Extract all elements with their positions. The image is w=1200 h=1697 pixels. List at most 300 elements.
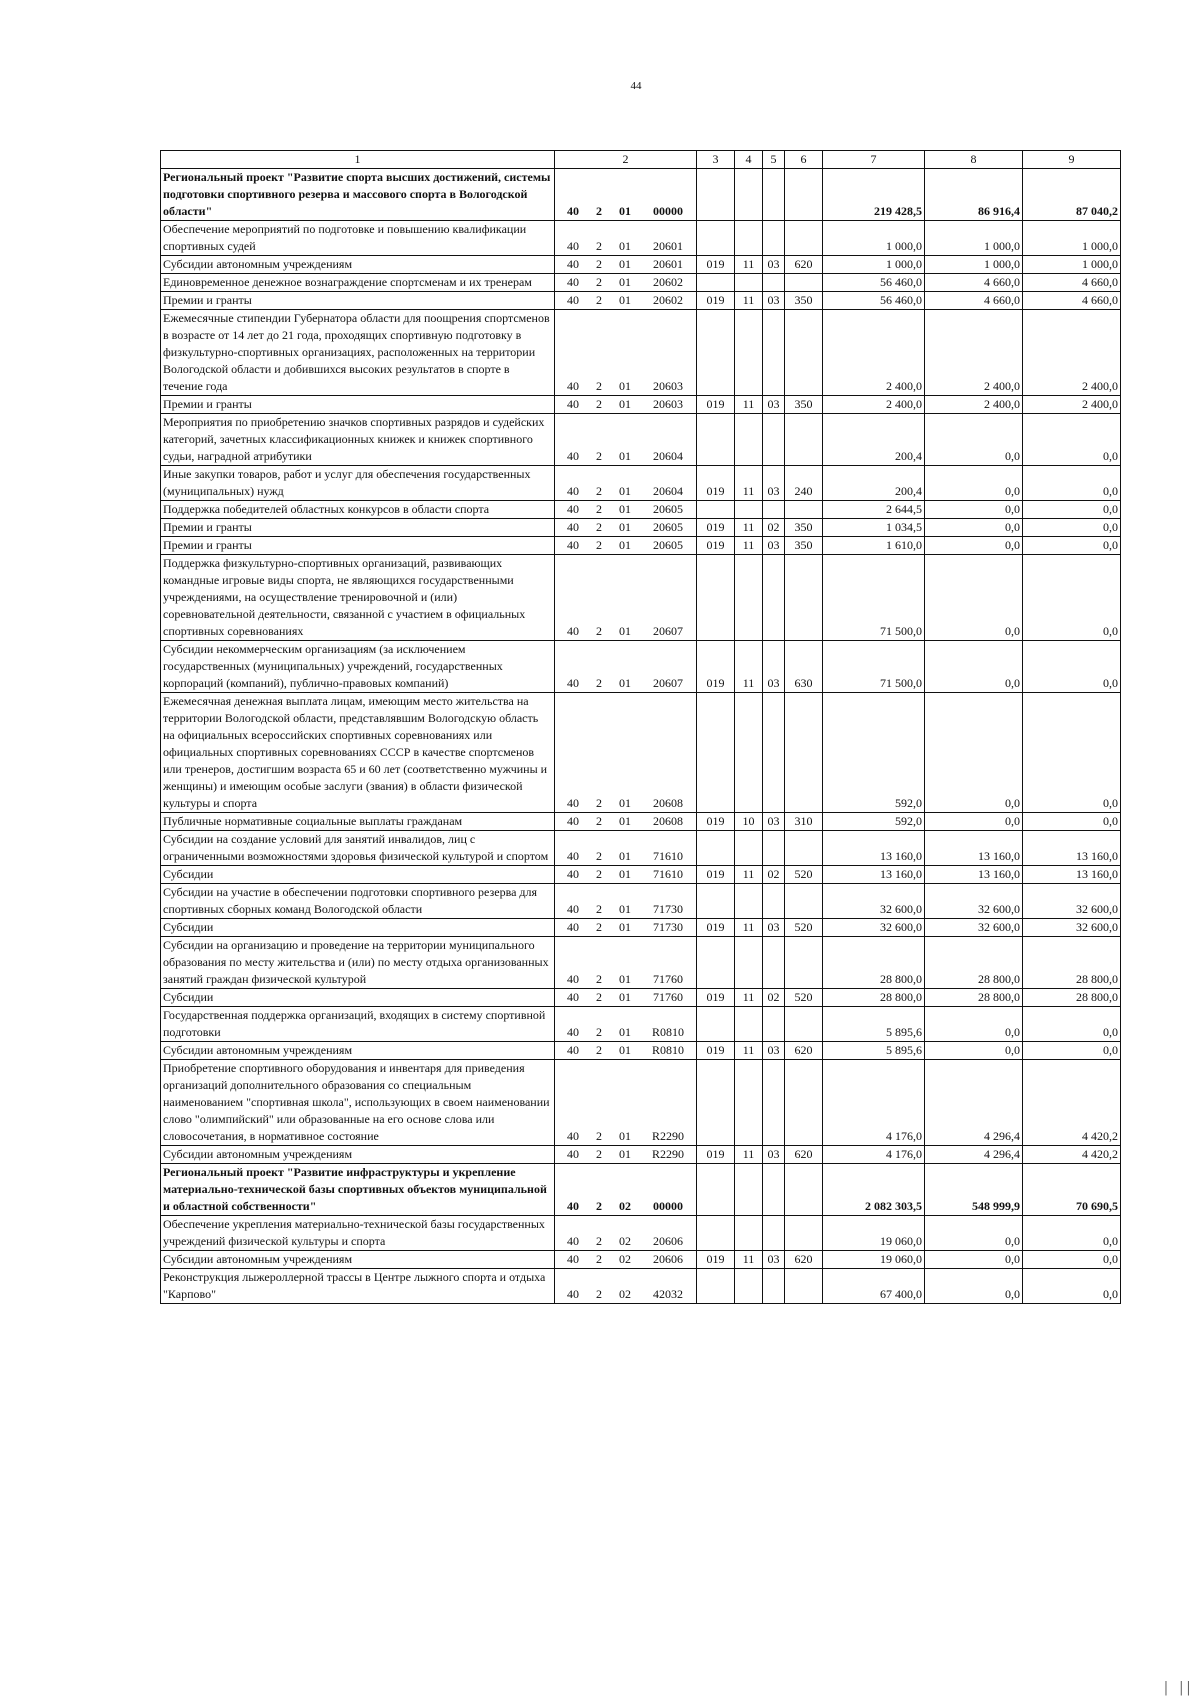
ministry-code-cell <box>697 501 735 519</box>
ministry-code-cell: 019 <box>697 519 735 537</box>
ministry-code-cell <box>697 1060 735 1146</box>
ministry-code-cell <box>697 274 735 292</box>
section-code-cell: 11 <box>735 1251 763 1269</box>
code-part: 40 <box>567 484 579 498</box>
target-article-code <box>557 848 694 865</box>
code-part: 01 <box>619 920 631 934</box>
expense-type-code-cell <box>785 884 823 919</box>
code-part: 40 <box>567 538 579 552</box>
subsection-code-cell <box>763 501 785 519</box>
target-article-code-cell <box>555 292 697 310</box>
row-name-cell: Премии и гранты <box>161 292 555 310</box>
amount-cell: 71 500,0 <box>823 641 925 693</box>
ministry-code-cell <box>697 1007 735 1042</box>
section-code-cell: 11 <box>735 1042 763 1060</box>
amount-cell: 4 660,0 <box>1023 274 1121 292</box>
expense-type-code-cell <box>785 169 823 221</box>
ministry-code-cell: 019 <box>697 256 735 274</box>
target-article-code-cell <box>555 1251 697 1269</box>
code-part: 20603 <box>653 397 683 411</box>
code-part: 2 <box>596 1043 602 1057</box>
ministry-code-cell <box>697 1269 735 1304</box>
amount-cell: 13 160,0 <box>925 831 1023 866</box>
section-code-cell <box>735 414 763 466</box>
section-code-cell <box>735 1007 763 1042</box>
table-row <box>161 292 1121 310</box>
code-part: 2 <box>596 867 602 881</box>
code-part: 20606 <box>653 1252 683 1266</box>
ministry-code-cell: 019 <box>697 641 735 693</box>
subsection-code-cell <box>763 310 785 396</box>
amount-cell: 2 082 303,5 <box>823 1164 925 1216</box>
row-name-cell: Обеспечение мероприятий по подготовке и повышению квалификации спортивных судей <box>161 221 555 256</box>
table-row <box>161 169 1121 221</box>
ministry-code-cell <box>697 937 735 989</box>
code-part: 2 <box>596 972 602 986</box>
row-name-cell: Субсидии <box>161 919 555 937</box>
section-code-cell: 11 <box>735 396 763 414</box>
target-article-code-cell <box>555 256 697 274</box>
code-part: 40 <box>567 624 579 638</box>
table-row <box>161 919 1121 937</box>
subsection-code-cell: 03 <box>763 256 785 274</box>
code-part: 40 <box>567 1234 579 1248</box>
expense-type-code-cell: 620 <box>785 1251 823 1269</box>
row-name-cell: Премии и гранты <box>161 537 555 555</box>
subsection-code-cell: 03 <box>763 641 785 693</box>
code-part: 40 <box>567 275 579 289</box>
target-article-code-cell <box>555 396 697 414</box>
subsection-code-cell: 02 <box>763 519 785 537</box>
code-part: 20608 <box>653 814 683 828</box>
table-row <box>161 1251 1121 1269</box>
target-article-code-cell <box>555 1216 697 1251</box>
target-article-code <box>557 537 694 554</box>
code-part: 2 <box>596 796 602 810</box>
row-name-cell: Реконструкция лыжероллерной трассы в Центре лыжного спорта и отдыха "Карпово" <box>161 1269 555 1304</box>
ministry-code-cell: 019 <box>697 1251 735 1269</box>
section-code-cell <box>735 693 763 813</box>
subsection-code-cell <box>763 169 785 221</box>
code-part: 40 <box>567 972 579 986</box>
section-code-cell <box>735 884 763 919</box>
amount-cell: 0,0 <box>1023 1042 1121 1060</box>
target-article-code <box>557 813 694 830</box>
row-name-cell: Приобретение спортивного оборудования и инвентаря для приведения организаций дополнительного образования со специальным наименованием "спортивная школа", использующих в своем наименовании слово "олимпийский" или образованные на его основе слова или словосочетания, в нормативное состояние <box>161 1060 555 1146</box>
code-part: 2 <box>596 520 602 534</box>
target-article-code <box>557 1128 694 1145</box>
subsection-code-cell: 03 <box>763 1146 785 1164</box>
section-code-cell <box>735 555 763 641</box>
code-part: 71730 <box>653 902 683 916</box>
subsection-code-cell <box>763 1269 785 1304</box>
expense-type-code-cell <box>785 1216 823 1251</box>
code-part: 71760 <box>653 972 683 986</box>
table-row <box>161 221 1121 256</box>
code-part: 2 <box>596 449 602 463</box>
ministry-code-cell <box>697 1216 735 1251</box>
code-part: 40 <box>567 1129 579 1143</box>
code-part: 40 <box>567 257 579 271</box>
amount-cell: 13 160,0 <box>1023 831 1121 866</box>
code-part: 01 <box>619 624 631 638</box>
code-part: 2 <box>596 1287 602 1301</box>
subsection-code-cell <box>763 274 785 292</box>
row-name-cell: Субсидии автономным учреждениям <box>161 1251 555 1269</box>
table-row <box>161 1042 1121 1060</box>
target-article-code-cell <box>555 537 697 555</box>
row-name-cell: Иные закупки товаров, работ и услуг для обеспечения государственных (муниципальных) нужд <box>161 466 555 501</box>
expense-type-code-cell <box>785 1164 823 1216</box>
amount-cell: 70 690,5 <box>1023 1164 1121 1216</box>
ministry-code-cell: 019 <box>697 292 735 310</box>
section-code-cell: 11 <box>735 519 763 537</box>
code-part: 2 <box>596 484 602 498</box>
amount-cell: 2 400,0 <box>925 396 1023 414</box>
amount-cell: 0,0 <box>925 813 1023 831</box>
row-name-cell: Единовременное денежное вознаграждение спортсменам и их тренерам <box>161 274 555 292</box>
code-part: 40 <box>567 397 579 411</box>
column-header: 2 <box>555 151 697 169</box>
amount-cell: 4 176,0 <box>823 1146 925 1164</box>
subsection-code-cell <box>763 831 785 866</box>
code-part: 20605 <box>653 502 683 516</box>
amount-cell: 0,0 <box>925 1269 1023 1304</box>
subsection-code-cell <box>763 221 785 256</box>
amount-cell: 0,0 <box>1023 1216 1121 1251</box>
amount-cell: 5 895,6 <box>823 1007 925 1042</box>
code-part: 2 <box>596 1129 602 1143</box>
code-part: 40 <box>567 920 579 934</box>
amount-cell: 219 428,5 <box>823 169 925 221</box>
amount-cell: 2 400,0 <box>823 396 925 414</box>
code-part: 20607 <box>653 624 683 638</box>
amount-cell: 87 040,2 <box>1023 169 1121 221</box>
code-part: 20605 <box>653 520 683 534</box>
target-article-code-cell <box>555 1164 697 1216</box>
amount-cell: 32 600,0 <box>823 919 925 937</box>
target-article-code <box>557 501 694 518</box>
table-row <box>161 466 1121 501</box>
code-part: 40 <box>567 796 579 810</box>
target-article-code <box>557 378 694 395</box>
amount-cell: 28 800,0 <box>1023 989 1121 1007</box>
row-name-cell: Ежемесячная денежная выплата лицам, имеющим место жительства на территории Вологодской области, представлявшим Вологодскую область на официальных всероссийских спортивных соревнованиях или официальных спортивных соревнованиях СССР в качестве спортсменов или тренеров, достигшим возраста 65 и 60 лет (соответственно мужчины и женщины) и имеющим особые заслуги (звания) в области физической культуры и спорта <box>161 693 555 813</box>
subsection-code-cell: 03 <box>763 537 785 555</box>
code-part: 2 <box>596 257 602 271</box>
table-row <box>161 1269 1121 1304</box>
code-part: 2 <box>596 397 602 411</box>
row-name-cell: Субсидии <box>161 989 555 1007</box>
code-part: 40 <box>567 1025 579 1039</box>
code-part: 20602 <box>653 293 683 307</box>
amount-cell: 0,0 <box>925 1007 1023 1042</box>
target-article-code <box>557 519 694 536</box>
expense-type-code-cell: 620 <box>785 1042 823 1060</box>
target-article-code <box>557 483 694 500</box>
amount-cell: 2 400,0 <box>1023 310 1121 396</box>
section-code-cell <box>735 221 763 256</box>
row-name-cell: Субсидии на организацию и проведение на территории муниципального образования по месту жительства и (или) по месту отдыха организованных занятий граждан физической культурой <box>161 937 555 989</box>
code-part: R0810 <box>651 1025 684 1039</box>
amount-cell: 0,0 <box>1023 414 1121 466</box>
section-code-cell <box>735 1060 763 1146</box>
code-part: 42032 <box>653 1287 683 1301</box>
ministry-code-cell: 019 <box>697 989 735 1007</box>
table-row <box>161 555 1121 641</box>
row-name-cell: Государственная поддержка организаций, входящих в систему спортивной подготовки <box>161 1007 555 1042</box>
code-part: 2 <box>596 204 602 218</box>
target-article-code <box>557 1146 694 1163</box>
target-article-code-cell <box>555 221 697 256</box>
code-part: 40 <box>567 1287 579 1301</box>
code-part: 01 <box>619 990 631 1004</box>
amount-cell: 2 644,5 <box>823 501 925 519</box>
amount-cell: 28 800,0 <box>823 989 925 1007</box>
code-part: 02 <box>619 1287 631 1301</box>
expense-type-code-cell: 350 <box>785 537 823 555</box>
target-article-code <box>557 292 694 309</box>
ministry-code-cell: 019 <box>697 466 735 501</box>
target-article-code <box>557 919 694 936</box>
section-code-cell: 11 <box>735 1146 763 1164</box>
code-part: 20605 <box>653 538 683 552</box>
section-code-cell: 11 <box>735 256 763 274</box>
target-article-code <box>557 795 694 812</box>
code-part: 01 <box>619 275 631 289</box>
table-row <box>161 1060 1121 1146</box>
code-part: 71610 <box>653 867 683 881</box>
section-code-cell: 11 <box>735 466 763 501</box>
amount-cell: 1 000,0 <box>1023 256 1121 274</box>
row-name-cell: Поддержка физкультурно-спортивных организаций, развивающих командные игровые виды спорта, не являющихся государственными учреждениями, на осуществление тренировочной и (или) соревновательной деятельности, связанной с участием в официальных спортивных соревнованиях <box>161 555 555 641</box>
code-part: 01 <box>619 293 631 307</box>
section-code-cell <box>735 831 763 866</box>
target-article-code-cell <box>555 693 697 813</box>
target-article-code-cell <box>555 866 697 884</box>
section-code-cell <box>735 310 763 396</box>
code-part: 40 <box>567 502 579 516</box>
amount-cell: 0,0 <box>925 519 1023 537</box>
amount-cell: 13 160,0 <box>823 866 925 884</box>
expense-type-code-cell <box>785 221 823 256</box>
subsection-code-cell <box>763 1216 785 1251</box>
code-part: 2 <box>596 1147 602 1161</box>
target-article-code <box>557 675 694 692</box>
code-part: R2290 <box>651 1129 684 1143</box>
code-part: 40 <box>567 520 579 534</box>
amount-cell: 28 800,0 <box>823 937 925 989</box>
code-part: 01 <box>619 239 631 253</box>
column-header: 1 <box>161 151 555 169</box>
code-part: 2 <box>596 502 602 516</box>
amount-cell: 0,0 <box>1023 501 1121 519</box>
amount-cell: 0,0 <box>1023 466 1121 501</box>
code-part: 2 <box>596 239 602 253</box>
section-code-cell <box>735 937 763 989</box>
expense-type-code-cell: 630 <box>785 641 823 693</box>
table-row <box>161 274 1121 292</box>
target-article-code <box>557 971 694 988</box>
ministry-code-cell <box>697 831 735 866</box>
code-part: 01 <box>619 484 631 498</box>
table-row <box>161 989 1121 1007</box>
row-name-cell: Премии и гранты <box>161 396 555 414</box>
code-part: 00000 <box>653 204 683 218</box>
target-article-code-cell <box>555 1146 697 1164</box>
ministry-code-cell <box>697 884 735 919</box>
code-part: 2 <box>596 902 602 916</box>
table-row <box>161 641 1121 693</box>
subsection-code-cell <box>763 1164 785 1216</box>
code-part: 40 <box>567 239 579 253</box>
code-part: 2 <box>596 849 602 863</box>
subsection-code-cell <box>763 1060 785 1146</box>
amount-cell: 0,0 <box>925 641 1023 693</box>
expense-type-code-cell <box>785 414 823 466</box>
code-part: 20606 <box>653 1234 683 1248</box>
column-header: 4 <box>735 151 763 169</box>
row-name-cell: Региональный проект "Развитие спорта высших достижений, системы подготовки спортивного резерва и массового спорта в Вологодской области" <box>161 169 555 221</box>
amount-cell: 13 160,0 <box>1023 866 1121 884</box>
ministry-code-cell <box>697 310 735 396</box>
amount-cell: 0,0 <box>1023 537 1121 555</box>
code-part: 40 <box>567 1199 579 1213</box>
amount-cell: 200,4 <box>823 466 925 501</box>
table-row <box>161 519 1121 537</box>
code-part: 02 <box>619 1234 631 1248</box>
amount-cell: 0,0 <box>925 693 1023 813</box>
code-part: 40 <box>567 293 579 307</box>
amount-cell: 2 400,0 <box>1023 396 1121 414</box>
code-part: 01 <box>619 1025 631 1039</box>
subsection-code-cell <box>763 937 785 989</box>
row-name-cell: Обеспечение укрепления материально-технической базы государственных учреждений физической культуры и спорта <box>161 1216 555 1251</box>
code-part: 40 <box>567 1252 579 1266</box>
amount-cell: 32 600,0 <box>925 884 1023 919</box>
code-part: 2 <box>596 1025 602 1039</box>
table-row <box>161 813 1121 831</box>
code-part: 2 <box>596 1234 602 1248</box>
table-row <box>161 866 1121 884</box>
subsection-code-cell: 02 <box>763 866 785 884</box>
code-part: 20602 <box>653 275 683 289</box>
target-article-code <box>557 1042 694 1059</box>
ministry-code-cell: 019 <box>697 1146 735 1164</box>
target-article-code-cell <box>555 989 697 1007</box>
section-code-cell <box>735 169 763 221</box>
amount-cell: 86 916,4 <box>925 169 1023 221</box>
section-code-cell <box>735 1164 763 1216</box>
code-part: 40 <box>567 849 579 863</box>
column-header: 6 <box>785 151 823 169</box>
row-name-cell: Субсидии автономным учреждениям <box>161 1042 555 1060</box>
ministry-code-cell <box>697 414 735 466</box>
row-name-cell: Субсидии на создание условий для занятий инвалидов, лиц с ограниченными возможностями здоровья физической культурой и спортом <box>161 831 555 866</box>
table-row <box>161 937 1121 989</box>
target-article-code-cell <box>555 937 697 989</box>
code-part: 20607 <box>653 676 683 690</box>
row-name-cell: Субсидии <box>161 866 555 884</box>
section-code-cell: 11 <box>735 866 763 884</box>
code-part: 01 <box>619 1043 631 1057</box>
amount-cell: 592,0 <box>823 813 925 831</box>
amount-cell: 4 296,4 <box>925 1146 1023 1164</box>
subsection-code-cell <box>763 1007 785 1042</box>
budget-table <box>160 150 1121 1304</box>
code-part: 20604 <box>653 484 683 498</box>
code-part: 2 <box>596 814 602 828</box>
subsection-code-cell: 03 <box>763 813 785 831</box>
amount-cell: 32 600,0 <box>1023 884 1121 919</box>
code-part: 40 <box>567 1147 579 1161</box>
target-article-code-cell <box>555 641 697 693</box>
code-part: 00000 <box>653 1199 683 1213</box>
ministry-code-cell: 019 <box>697 1042 735 1060</box>
amount-cell: 4 176,0 <box>823 1060 925 1146</box>
target-article-code <box>557 1233 694 1250</box>
code-part: 40 <box>567 204 579 218</box>
target-article-code <box>557 866 694 883</box>
target-article-code-cell <box>555 1060 697 1146</box>
ministry-code-cell: 019 <box>697 866 735 884</box>
amount-cell: 0,0 <box>1023 519 1121 537</box>
section-code-cell: 11 <box>735 292 763 310</box>
column-header: 3 <box>697 151 735 169</box>
code-part: 2 <box>596 920 602 934</box>
expense-type-code-cell <box>785 1269 823 1304</box>
target-article-code-cell <box>555 466 697 501</box>
code-part: 40 <box>567 676 579 690</box>
expense-type-code-cell <box>785 310 823 396</box>
target-article-code-cell <box>555 414 697 466</box>
table-row <box>161 256 1121 274</box>
row-name-cell: Субсидии автономным учреждениям <box>161 256 555 274</box>
code-part: 2 <box>596 676 602 690</box>
code-part: 01 <box>619 520 631 534</box>
amount-cell: 0,0 <box>1023 641 1121 693</box>
subsection-code-cell: 03 <box>763 919 785 937</box>
amount-cell: 0,0 <box>1023 555 1121 641</box>
section-code-cell: 11 <box>735 641 763 693</box>
code-part: 01 <box>619 502 631 516</box>
code-part: R2290 <box>651 1147 684 1161</box>
amount-cell: 1 000,0 <box>925 256 1023 274</box>
subsection-code-cell <box>763 884 785 919</box>
amount-cell: 4 660,0 <box>1023 292 1121 310</box>
expense-type-code-cell <box>785 937 823 989</box>
amount-cell: 4 296,4 <box>925 1060 1023 1146</box>
table-row <box>161 414 1121 466</box>
row-name-cell: Поддержка победителей областных конкурсов в области спорта <box>161 501 555 519</box>
code-part: 40 <box>567 1043 579 1057</box>
amount-cell: 0,0 <box>1023 1251 1121 1269</box>
code-part: 01 <box>619 676 631 690</box>
target-article-code <box>557 1024 694 1041</box>
amount-cell: 4 420,2 <box>1023 1146 1121 1164</box>
amount-cell: 548 999,9 <box>925 1164 1023 1216</box>
code-part: 2 <box>596 1199 602 1213</box>
table-row <box>161 1164 1121 1216</box>
expense-type-code-cell: 350 <box>785 292 823 310</box>
amount-cell: 0,0 <box>925 555 1023 641</box>
target-article-code-cell <box>555 813 697 831</box>
code-part: 02 <box>619 1199 631 1213</box>
target-article-code-cell <box>555 555 697 641</box>
amount-cell: 0,0 <box>925 1216 1023 1251</box>
code-part: 01 <box>619 257 631 271</box>
target-article-code-cell <box>555 519 697 537</box>
